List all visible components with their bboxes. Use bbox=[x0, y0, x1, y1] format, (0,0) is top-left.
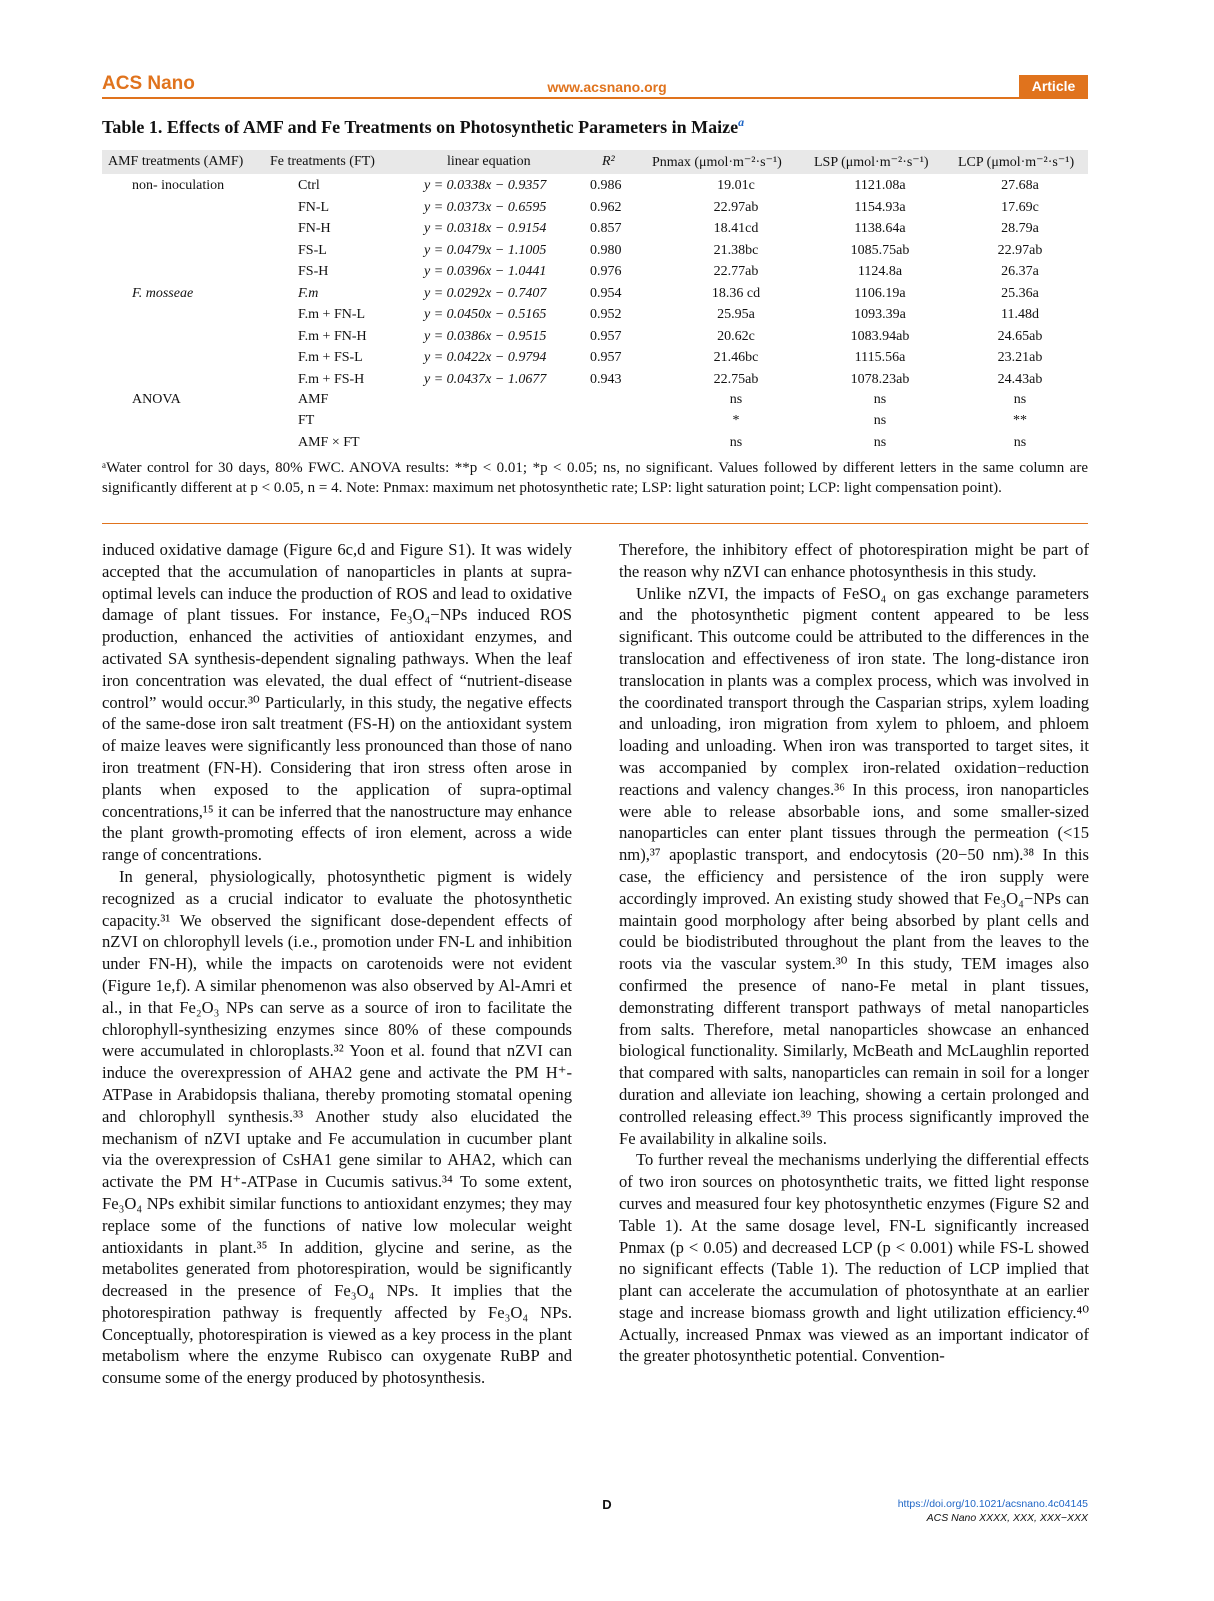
cell-lcp: 28.79a bbox=[1001, 221, 1039, 236]
table-row bbox=[102, 372, 1088, 393]
col-header-ft: Fe treatments (FT) bbox=[270, 154, 375, 169]
cell-ft: FS-H bbox=[298, 264, 329, 279]
col-header-pnmax: Pnmax (μmol·m⁻²·s⁻¹) bbox=[652, 155, 782, 170]
paragraph: In general, physiologically, photosynthetic pigment is widely recognized as a crucial indicator to evaluate the photosynthetic capacity.³¹ We observed the significant dose-dependent effects of nZVI on chlorophyll levels (i.e., promotion under FN-L and inhibition under FN-H), while the impacts on carotenoids were not evident (Figure 1e,f). A similar phenomenon was also observed by Al-Amri et al., in that Fe₂O₃ NPs can serve as a source of iron to facilitate the chlorophyll-synthesizing enzymes since 80% of these compounds were accumulated in chloroplasts.³² Yoon et al. found that nZVI can induce the overexpression of AHA2 gene and activate the PM H⁺-ATPase in Arabidopsis thaliana, thereby promoting stomatal opening and chlorophyll synthesis.³³ Another study also elucidated the mechanism of nZVI uptake and Fe accumulation in cucumber plant via the overexpression of CsHA1 gene similar to AHA2, which can activate the PM H⁺-ATPase in Cucumis sativus.³⁴ To some extent, Fe₃O₄ NPs exhibit similar functions to antioxidant enzymes; they may replace some of the functions of native low molecular weight antioxidants in plant.³⁵ In addition, glycine and serine, as the metabolites generated from photorespiration, would be significantly decreased in the presence of Fe₃O₄ NPs. It implies that the photorespiration pathway is frequently affected by Fe₃O₄ NPs. Conceptually, photorespiration is viewed as a key process in the plant metabolism where the enzyme Rubisco can oxygenate RuBP and consume some of the energy produced by photosynthesis. bbox=[102, 866, 572, 1388]
cell-r2: 0.962 bbox=[590, 199, 622, 215]
cell-lcp: ** bbox=[1013, 413, 1027, 428]
col-header-lsp: LSP (μmol·m⁻²·s⁻¹) bbox=[814, 155, 929, 170]
cell-ft: F.m + FN-L bbox=[298, 307, 366, 322]
cell-lsp: ns bbox=[873, 413, 887, 428]
col-header-amf: AMF treatments (AMF) bbox=[108, 154, 244, 169]
cell-lsp: 1121.08a bbox=[854, 178, 906, 193]
table-row bbox=[102, 178, 1088, 199]
cell-lcp: 26.37a bbox=[1001, 264, 1039, 279]
page-number: D bbox=[602, 1497, 612, 1512]
table-row bbox=[102, 243, 1088, 264]
table-row bbox=[102, 264, 1088, 285]
cell-ft: F.m bbox=[298, 285, 319, 301]
col-header-lcp: LCP (μmol·m⁻²·s⁻¹) bbox=[958, 155, 1075, 170]
cell-equation: y = 0.0292x − 0.7407 bbox=[424, 285, 547, 301]
cell-equation: y = 0.0373x − 0.6595 bbox=[424, 199, 547, 215]
cell-ft: F.m + FS-L bbox=[298, 350, 363, 365]
cell-lsp: 1106.19a bbox=[854, 285, 906, 301]
doi-link[interactable]: https://doi.org/10.1021/acsnano.4c04145 bbox=[897, 1498, 1088, 1510]
cell-r2: 0.857 bbox=[590, 221, 622, 236]
cell-lcp: ns bbox=[1013, 391, 1027, 407]
cell-lsp: 1078.23ab bbox=[850, 371, 910, 387]
cell-amf: ANOVA bbox=[132, 391, 181, 407]
cell-pnmax: ns bbox=[729, 391, 743, 407]
cell-r2: 0.976 bbox=[590, 264, 622, 279]
cell-ft: AMF × FT bbox=[298, 434, 360, 450]
journal-url-link[interactable]: www.acsnano.org bbox=[547, 79, 667, 95]
cell-lsp: ns bbox=[873, 391, 887, 407]
cell-pnmax: 22.77ab bbox=[713, 264, 759, 279]
cell-pnmax: * bbox=[732, 413, 740, 428]
cell-r2: 0.954 bbox=[590, 285, 622, 301]
cell-ft: F.m + FN-H bbox=[298, 328, 367, 344]
cell-lcp: 17.69c bbox=[1001, 199, 1039, 215]
cell-amf: F. mosseae bbox=[132, 285, 194, 301]
cell-equation: y = 0.0479x − 1.1005 bbox=[424, 242, 547, 258]
table-row bbox=[102, 329, 1088, 350]
header-divider bbox=[102, 97, 1088, 99]
cell-lsp: ns bbox=[873, 434, 887, 450]
cell-r2: 0.957 bbox=[590, 328, 622, 344]
cell-equation: y = 0.0386x − 0.9515 bbox=[424, 328, 547, 344]
journal-name: ACS Nano bbox=[102, 73, 195, 94]
cell-pnmax: 20.62c bbox=[717, 328, 755, 344]
table-row bbox=[102, 307, 1088, 328]
table-row bbox=[102, 221, 1088, 242]
table-row bbox=[102, 286, 1088, 307]
cell-lcp: ns bbox=[1013, 434, 1027, 450]
cell-lcp: 11.48d bbox=[1001, 307, 1039, 322]
cell-lcp: 23.21ab bbox=[997, 350, 1043, 365]
table-row bbox=[102, 413, 1088, 434]
paragraph: Unlike nZVI, the impacts of FeSO₄ on gas exchange parameters and the photosynthetic pigment content appeared to be less significant. This outcome could be attributed to the differences in the translocation and effectiveness of iron state. The long-distance iron translocation in plants was a complex process, which was involved in the coordinated transport through the Casparian strips, xylem loading and unloading, iron migration from xylem to phloem, and phloem loading and unloading. When iron was transported to target sites, it was accompanied by complex iron-related oxidation−reduction reactions and valency changes.³⁶ In this process, iron nanoparticles were able to release absorbable ions, and some smaller-sized nanoparticles can enter plant tissues through the permeation (<15 nm),³⁷ apoplastic transport, and endocytosis (20−50 nm).³⁸ In this case, the efficiency and persistence of the iron supply were accordingly improved. An existing study showed that Fe₃O₄−NPs can maintain good morphology after being absorbed by plant cells and could be biodistributed throughout the plant from the leaves to the roots via the vascular system.³⁰ In this study, TEM images also confirmed the presence of nano-Fe metal in plant tissues, demonstrating different transport pathways of metal nanoparticles from salts. Therefore, metal nanoparticles showcase an enhanced biological functionality. Similarly, McBeath and McLaughlin reported that compared with salts, nanoparticles can remain in soil for a longer duration and alleviate ion leaching, showing a certain prolonged and controlled releasing effect.³⁹ This process significantly improved the Fe availability in alkaline soils. bbox=[619, 583, 1089, 1148]
cell-ft: FT bbox=[298, 413, 315, 428]
cell-lsp: 1154.93a bbox=[854, 199, 906, 215]
cell-pnmax: 21.38bc bbox=[713, 242, 759, 258]
cell-pnmax: 18.41cd bbox=[713, 221, 759, 236]
cell-equation: y = 0.0396x − 1.0441 bbox=[424, 264, 547, 279]
table-row bbox=[102, 435, 1088, 456]
paragraph: Therefore, the inhibitory effect of photorespiration might be part of the reason why nZVI can enhance photosynthesis in this study. bbox=[619, 540, 1089, 581]
cell-ft: FS-L bbox=[298, 242, 327, 258]
cell-lcp: 25.36a bbox=[1001, 285, 1039, 301]
cell-pnmax: 18.36 cd bbox=[711, 285, 761, 301]
cell-r2: 0.980 bbox=[590, 242, 622, 258]
col-header-equation: linear equation bbox=[447, 154, 531, 169]
cell-pnmax: 22.75ab bbox=[713, 371, 759, 387]
table-row bbox=[102, 200, 1088, 221]
cell-pnmax: ns bbox=[729, 434, 743, 450]
cell-pnmax: 19.01c bbox=[717, 178, 755, 193]
cell-lsp: 1124.8a bbox=[857, 264, 903, 279]
paragraph: induced oxidative damage (Figure 6c,d and Figure S1). It was widely accepted that the accumulation of nanoparticles in plants at supra-optimal levels can induce the production of ROS and lead to oxidative damage of plant tissues. For instance, Fe₃O₄−NPs induced ROS production, enhanced the activities of antioxidant enzymes, and activated SA synthesis-dependent signaling pathways. When the leaf iron concentration was elevated, the dual effect of “nutrient-disease control” would occur.³⁰ Particularly, in this study, the negative effects of the same-dose iron salt treatment (FS-H) on the antioxidant system of maize leaves were significantly less pronounced than those of nano iron treatment (FN-H). Considering that iron stress often arose in plants when exposed to the application of supra-optimal concentrations,¹⁵ it can be inferred that the nanostructure may enhance the plant growth-promoting effects of iron element, across a wide range of concentrations. bbox=[102, 540, 572, 865]
cell-pnmax: 22.97ab bbox=[713, 199, 759, 215]
cell-equation: y = 0.0422x − 0.9794 bbox=[424, 350, 547, 365]
cell-lcp: 27.68a bbox=[1001, 178, 1039, 193]
table-header-row bbox=[102, 150, 1088, 174]
table-title: Table 1. Effects of AMF and Fe Treatments on Photosynthetic Parameters in Maize$^a$ bbox=[102, 115, 745, 137]
cell-lsp: 1085.75ab bbox=[850, 242, 910, 258]
cell-amf: non- inoculation bbox=[132, 178, 225, 193]
cell-lsp: 1083.94ab bbox=[850, 328, 910, 344]
cell-equation: y = 0.0437x − 1.0677 bbox=[424, 371, 547, 387]
cell-equation: y = 0.0318x − 0.9154 bbox=[424, 221, 547, 236]
body-column-left bbox=[102, 539, 572, 1389]
cell-r2: 0.986 bbox=[590, 178, 622, 193]
cell-lcp: 24.65ab bbox=[997, 328, 1043, 344]
table-divider bbox=[102, 523, 1088, 524]
cell-pnmax: 21.46bc bbox=[713, 350, 759, 365]
cell-r2: 0.952 bbox=[590, 307, 622, 322]
cell-lsp: 1138.64a bbox=[854, 221, 906, 236]
article-type-badge: Article bbox=[1019, 75, 1088, 98]
table-row bbox=[102, 350, 1088, 371]
cell-ft: F.m + FS-H bbox=[298, 371, 365, 387]
table-footnote-mark[interactable]: a bbox=[738, 115, 745, 129]
cell-ft: AMF bbox=[298, 391, 329, 407]
cell-ft: Ctrl bbox=[298, 178, 320, 193]
cell-pnmax: 25.95a bbox=[717, 307, 755, 322]
cell-lcp: 24.43ab bbox=[997, 371, 1043, 387]
cell-equation: y = 0.0450x − 0.5165 bbox=[424, 307, 547, 322]
cell-lsp: 1115.56a bbox=[854, 350, 906, 365]
cell-r2: 0.957 bbox=[590, 350, 622, 365]
cell-lcp: 22.97ab bbox=[997, 242, 1043, 258]
citation: ACS Nano XXXX, XXX, XXX−XXX bbox=[926, 1512, 1088, 1524]
cell-ft: FN-H bbox=[298, 221, 331, 236]
paragraph: To further reveal the mechanisms underlying the differential effects of two iron sources on photosynthetic traits, we fitted light response curves and measured four key photosynthetic enzymes (Figure S2 and Table 1). At the same dosage level, FN-L significantly increased Pnmax (p < 0.05) and decreased LCP (p < 0.001) while FS-L showed no significant effects (Table 1). The reduction of LCP implied that plant can accelerate the accumulation of photosynthate at an earlier stage and increase biomass growth and light utilization efficiency.⁴⁰ Actually, increased Pnmax was viewed as an important indicator of the greater photosynthetic potential. Convention- bbox=[619, 1150, 1089, 1366]
table-footnote: ᵃWater control for 30 days, 80% FWC. ANOVA results: **p < 0.01; *p < 0.05; ns, no significant. Values followed by different letters in the same column are significantly different at p < 0.05, n = 4. Note: Pnmax: maximum net photosynthetic rate; LSP: light saturation point; LCP: light compensation point). bbox=[102, 460, 1088, 496]
cell-ft: FN-L bbox=[298, 199, 330, 215]
cell-r2: 0.943 bbox=[590, 371, 622, 387]
table-row bbox=[102, 392, 1088, 413]
cell-lsp: 1093.39a bbox=[854, 307, 906, 322]
cell-equation: y = 0.0338x − 0.9357 bbox=[424, 178, 547, 193]
body-column-right bbox=[619, 539, 1089, 1367]
col-header-r2: R² bbox=[602, 154, 615, 169]
